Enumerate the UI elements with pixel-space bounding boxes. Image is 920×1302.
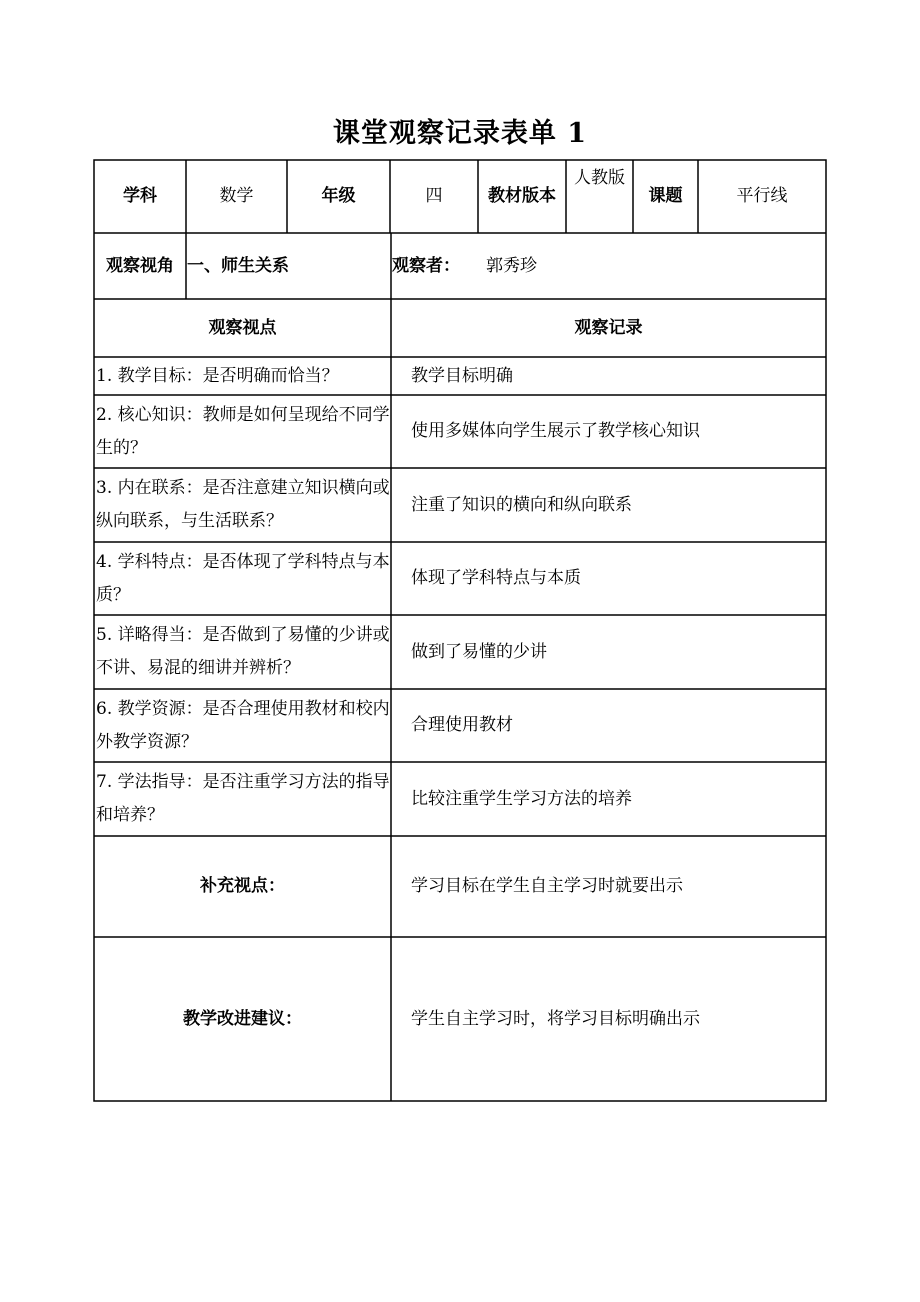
points-column-header: 观察视点 — [208, 317, 277, 338]
observation-record-5: 做到了易懂的少讲 — [411, 641, 547, 662]
subject-label: 学科 — [123, 186, 157, 206]
supplement-label: 补充视点： — [200, 876, 285, 896]
topic-label: 课题 — [648, 186, 683, 206]
observer-label: 观察者： — [392, 255, 460, 276]
observation-point-4: 4. 学科特点：是否体现了学科特点与本质？ — [96, 551, 390, 605]
observation-point-3: 3. 内在联系：是否注意建立知识横向或纵向联系，与生活联系？ — [96, 478, 390, 531]
subject-value: 数学 — [219, 186, 254, 206]
topic-value: 平行线 — [736, 186, 788, 206]
observation-point-5: 5. 详略得当：是否做到了易懂的少讲或不讲、易混的细讲并辨析？ — [96, 625, 390, 678]
edition-value: 人教版 — [574, 168, 625, 188]
edition-label: 教材版本 — [488, 186, 556, 206]
perspective-label: 观察视角 — [106, 255, 174, 276]
observation-point-6: 6. 教学资源：是否合理使用教材和校内外教学资源？ — [96, 698, 390, 752]
observer-value: 郭秀珍 — [486, 255, 537, 276]
supplement-value: 学习目标在学生自主学习时就要出示 — [411, 876, 683, 896]
observation-record-2: 使用多媒体向学生展示了教学核心知识 — [411, 421, 700, 441]
records-column-header: 观察记录 — [574, 317, 643, 338]
observation-point-1: 1. 教学目标：是否明确而恰当？ — [96, 365, 339, 386]
observation-record-7: 比较注重学生学习方法的培养 — [411, 788, 632, 809]
grade-value: 四 — [425, 186, 443, 206]
observation-point-2: 2. 核心知识：教师是如何呈现给不同学生的？ — [96, 404, 390, 458]
observation-record-3: 注重了知识的横向和纵向联系 — [411, 494, 632, 515]
improvement-value: 学生自主学习时，将学习目标明确出示 — [411, 1008, 700, 1029]
grade-label: 年级 — [321, 186, 356, 206]
observation-point-7: 7. 学法指导：是否注重学习方法的指导和培养？ — [96, 772, 390, 825]
observation-record-4: 体现了学科特点与本质 — [411, 568, 581, 588]
improvement-label: 教学改进建议： — [183, 1008, 302, 1029]
observation-record-1: 教学目标明确 — [411, 365, 513, 386]
page-title: 课堂观察记录表单 1 — [332, 118, 588, 149]
observation-record-6: 合理使用教材 — [411, 715, 513, 735]
perspective-value: 一、师生关系 — [187, 255, 289, 276]
